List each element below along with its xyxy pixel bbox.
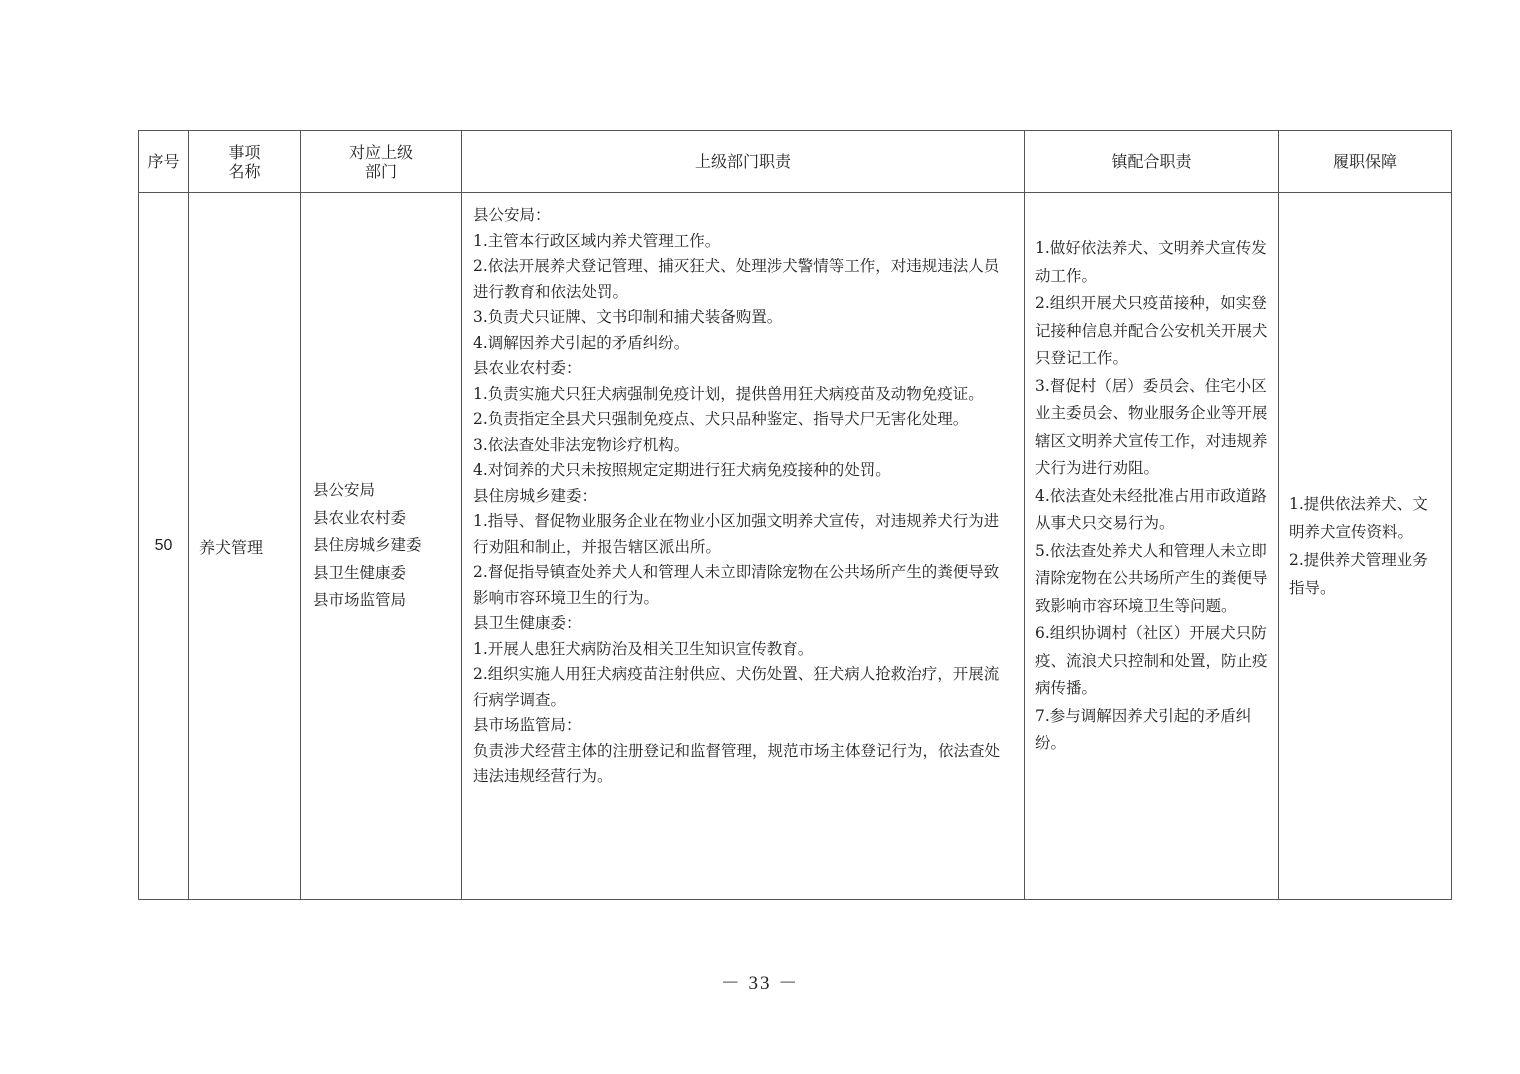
duty-line: 县农业农村委： [473, 359, 582, 377]
performance-guarantee [1279, 193, 1452, 900]
coop-line: 5.依法查处养犬人和管理人未立即清除宠物在公共场所产生的粪便导致影响市容环境卫生等问题。 [1035, 541, 1268, 615]
duty-line: 2.督促指导镇查处养犬人和管理人未立即清除宠物在公共场所产生的粪便导致影响市容环境卫生的行为。 [473, 563, 1000, 607]
duty-line: 3.负责犬只证牌、文书印制和捕犬装备购置。 [473, 308, 783, 326]
duty-line: 县市场监管局： [473, 716, 582, 734]
header-item-line1: 事项 [228, 142, 261, 162]
header-item [189, 131, 301, 193]
duty-line: 1.开展人患狂犬病防治及相关卫生知识宣传教育。 [473, 639, 814, 658]
duty-line: 1.指导、督促物业服务企业在物业小区加强文明养犬宣传，对违规养犬行为进行劝阻和制止，并报告辖区派出所。 [473, 512, 1000, 556]
header-dept-line1: 对应上级 [348, 142, 413, 162]
coop-line: 6.组织协调村（社区）开展犬只防疫、流浪犬只控制和处置，防止疫病传播。 [1035, 624, 1268, 697]
header-dept [301, 131, 462, 193]
duty-line: 1.负责实施犬只狂犬病强制免疫计划，提供兽用狂犬病疫苗及动物免疫证。 [473, 384, 984, 403]
superior-duties [462, 193, 1025, 900]
department-item: 县市场监管局 [313, 591, 407, 610]
item-name: 养犬管理 [189, 193, 301, 900]
duty-line: 1.主管本行政区域内养犬管理工作。 [473, 231, 721, 250]
header-coop: 镇配合职责 [1025, 131, 1279, 193]
duty-table [138, 130, 1452, 900]
coop-line: 2.组织开展犬只疫苗接种，如实登记接种信息并配合公安机关开展犬只登记工作。 [1035, 294, 1268, 367]
header-no: 序号 [139, 131, 189, 193]
header-item-line2: 名称 [228, 161, 261, 181]
department-item: 县住房城乡建委 [313, 536, 422, 555]
guarantee-line: 2.提供养犬管理业务指导。 [1289, 551, 1428, 597]
duty-line: 4.调解因养犬引起的矛盾纠纷。 [473, 333, 690, 352]
guarantee-line: 1.提供依法养犬、文明养犬宣传资料。 [1289, 495, 1428, 541]
town-cooperation-duties [1025, 193, 1279, 900]
duty-line: 4.对饲养的犬只未按照规定定期进行狂犬病免疫接种的处罚。 [473, 461, 891, 479]
coop-line: 4.依法查处未经批准占用市政道路从事犬只交易行为。 [1035, 486, 1267, 532]
coop-line: 3.督促村（居）委员会、住宅小区业主委员会、物业服务企业等开展辖区文明养犬宣传工作，对违规养犬行为进行劝阻。 [1035, 376, 1268, 477]
duty-line: 2.负责指定全县犬只强制免疫点、犬只品种鉴定、指导犬尸无害化处理。 [473, 410, 969, 428]
duty-line: 3.依法查处非法宠物诊疗机构。 [473, 435, 690, 454]
header-duties: 上级部门职责 [462, 131, 1025, 193]
duty-line: 2.依法开展养犬登记管理、捕灭狂犬、处理涉犬警情等工作，对违规违法人员进行教育和依法处罚。 [473, 257, 1000, 301]
header-dept-line2: 部门 [364, 161, 397, 181]
header-row [139, 131, 1452, 193]
table-row [139, 193, 1452, 900]
duty-line: 县卫生健康委： [473, 614, 582, 632]
coop-line: 7.参与调解因养犬引起的矛盾纠纷。 [1035, 706, 1252, 752]
coop-line: 1.做好依法养犬、文明养犬宣传发动工作。 [1035, 239, 1267, 285]
department-item: 县农业农村委 [313, 508, 407, 527]
page-number: － 33 － [720, 973, 800, 994]
department-item: 县公安局 [313, 481, 376, 500]
row-number: 50 [139, 193, 189, 900]
duty-line: 县公安局： [473, 206, 551, 224]
header-guarantee: 履职保障 [1279, 131, 1452, 193]
duty-line: 负责涉犬经营主体的注册登记和监督管理，规范市场主体登记行为，依法查处违法违规经营行为。 [473, 741, 1001, 785]
duty-line: 县住房城乡建委： [473, 486, 598, 505]
department-item: 县卫生健康委 [313, 563, 407, 582]
duty-line: 2.组织实施人用狂犬病疫苗注射供应、犬伤处置、狂犬病人抢救治疗，开展流行病学调查。 [473, 665, 1000, 709]
department-list [301, 193, 462, 900]
